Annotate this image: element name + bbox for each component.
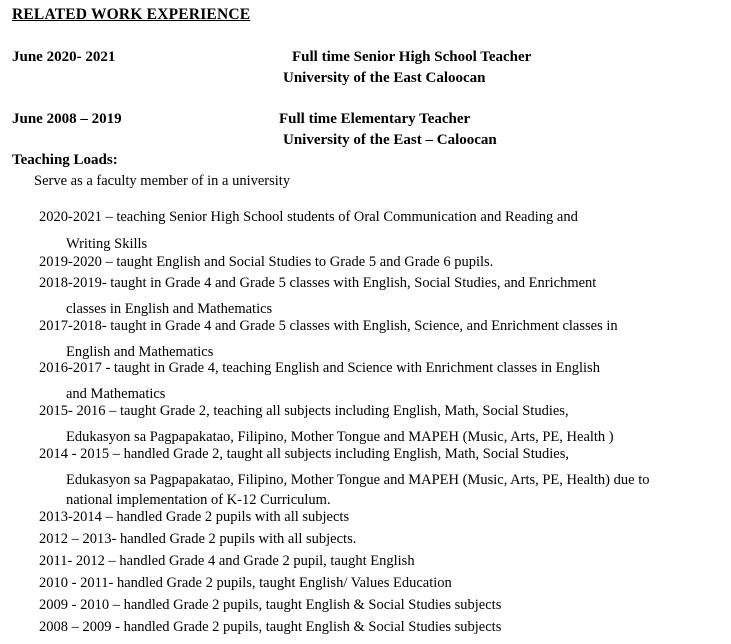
teaching-load-line: 2011- 2012 – handled Grade 4 and Grade 2 pupil, taught English <box>39 553 415 569</box>
teaching-load-line: classes in English and Mathematics <box>66 301 273 317</box>
job-position: Full time Senior High School Teacher <box>292 49 532 65</box>
teaching-load-line: 2010 - 2011- handled Grade 2 pupils, taught English/ Values Education <box>39 575 452 591</box>
job-employer: University of the East Caloocan <box>283 70 486 86</box>
teaching-loads-heading: Teaching Loads: <box>12 152 118 168</box>
teaching-load-line: 2014 - 2015 – handled Grade 2, taught all subjects including English, Math, Social Studies, <box>39 446 569 462</box>
teaching-load-line: 2016-2017 - taught in Grade 4, teaching English and Science with Enrichment classes in English <box>39 360 600 376</box>
teaching-load-line: national implementation of K-12 Curriculum. <box>66 492 331 508</box>
teaching-load-line: 2019-2020 – taught English and Social Studies to Grade 5 and Grade 6 pupils. <box>39 254 494 270</box>
job-period: June 2020- 2021 <box>12 49 116 65</box>
teaching-load-line: 2017-2018- taught in Grade 4 and Grade 5 classes with English, Science, and Enrichment classes in <box>39 318 618 334</box>
teaching-load-line: and Mathematics <box>66 386 166 402</box>
job-position: Full time Elementary Teacher <box>279 111 471 127</box>
teaching-load-line: 2009 - 2010 – handled Grade 2 pupils, taught English & Social Studies subjects <box>39 597 502 613</box>
teaching-load-line: 2008 – 2009 - handled Grade 2 pupils, taught English & Social Studies subjects <box>39 619 502 635</box>
job-period: June 2008 – 2019 <box>12 111 122 127</box>
teaching-load-line: Edukasyon sa Pagpapakatao, Filipino, Mother Tongue and MAPEH (Music, Arts, PE, Health ) <box>66 429 614 445</box>
teaching-loads-intro: Serve as a faculty member of in a university <box>34 173 291 189</box>
teaching-load-line: 2020-2021 – teaching Senior High School students of Oral Communication and Reading and <box>39 209 578 225</box>
job-employer: University of the East – Caloocan <box>283 132 497 148</box>
teaching-load-line: English and Mathematics <box>66 344 214 360</box>
teaching-load-line: Writing Skills <box>66 236 148 252</box>
teaching-load-line: 2012 – 2013- handled Grade 2 pupils with all subjects. <box>39 531 357 547</box>
teaching-load-line: 2013-2014 – handled Grade 2 pupils with all subjects <box>39 509 350 525</box>
teaching-load-line: Edukasyon sa Pagpapakatao, Filipino, Mother Tongue and MAPEH (Music, Arts, PE, Health) due to <box>66 472 650 488</box>
section-title: RELATED WORK EXPERIENCE <box>12 6 251 23</box>
teaching-load-line: 2018-2019- taught in Grade 4 and Grade 5 classes with English, Social Studies, and Enrichment <box>39 275 597 291</box>
teaching-load-line: 2015- 2016 – taught Grade 2, teaching all subjects including English, Math, Social Studies, <box>39 403 569 419</box>
